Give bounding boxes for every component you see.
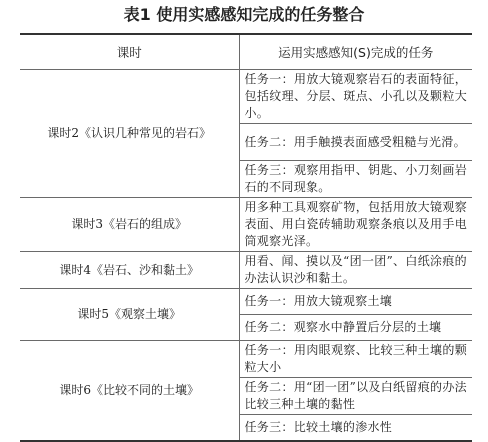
table-row (20, 289, 472, 315)
task-cell: 用看、闻、摸以及“团一团”、白纸涂痕的办法认识沙和黏土。 (239, 252, 472, 289)
task-cell: 用多种工具观察矿物，包括用放大镜观察表面、用白瓷砖辅助观察条痕以及用手电筒观察光泽。 (239, 198, 472, 252)
table-title: 表1 使用实感感知完成的任务整合 (123, 5, 365, 24)
task-cell: 任务二：用手触摸表面感受粗糙与光滑。 (239, 124, 472, 161)
table-row (20, 70, 472, 124)
table-row (20, 198, 472, 252)
task-table (20, 33, 472, 442)
table-header-row (20, 34, 472, 70)
lesson-cell: 课时2《认识几种常见的岩石》 (20, 70, 239, 198)
table-row (20, 252, 472, 289)
task-cell: 任务一：用肉眼观察、比较三种土壤的颗粒大小 (239, 341, 472, 378)
task-cell: 任务三：观察用指甲、钥匙、小刀刻画岩石的不同现象。 (239, 161, 472, 198)
header-tasks: 运用实感感知(S)完成的任务 (239, 34, 472, 70)
task-cell: 任务一：用放大镜观察土壤 (239, 289, 472, 315)
task-cell: 任务一：用放大镜观察岩石的表面特征，包括纹理、分层、斑点、小孔以及颗粒大小。 (239, 70, 472, 124)
task-cell: 任务二：观察水中静置后分层的土壤 (239, 315, 472, 341)
lesson-cell: 课时5《观察土壤》 (20, 289, 239, 341)
task-cell: 任务二：用“团一团”以及白纸留痕的办法比较三种土壤的黏性 (239, 378, 472, 415)
lesson-cell: 课时6《比较不同的土壤》 (20, 341, 239, 441)
task-cell: 任务三：比较土壤的渗水性 (239, 415, 472, 441)
lesson-cell: 课时4《岩石、沙和黏土》 (20, 252, 239, 289)
table-row (20, 341, 472, 378)
lesson-cell: 课时3《岩石的组成》 (20, 198, 239, 252)
header-lesson: 课时 (20, 34, 239, 70)
